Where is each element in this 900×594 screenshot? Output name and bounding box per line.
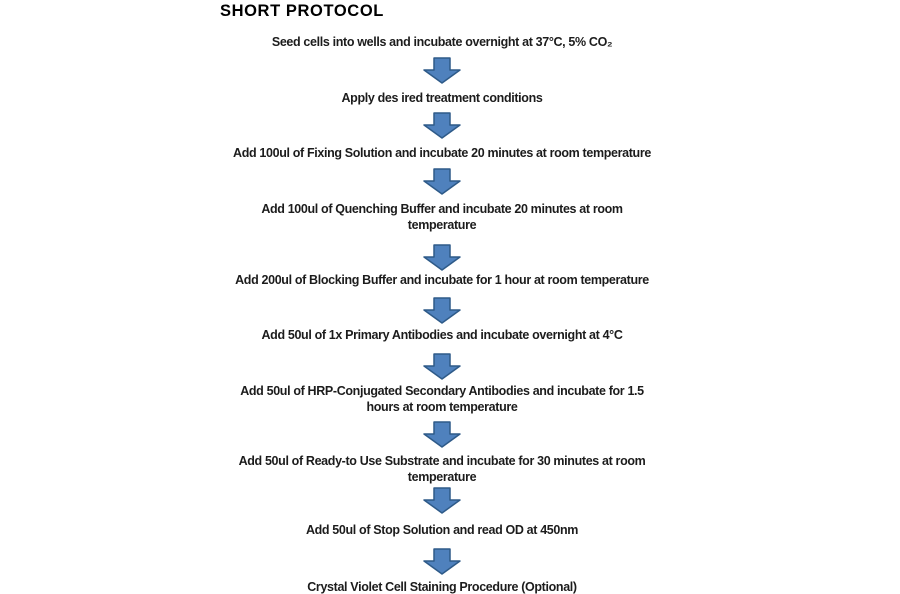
down-arrow-shape <box>424 488 460 513</box>
step-text: temperature <box>407 218 477 232</box>
step-text: Seed cells into wells and incubate overnight at 37°C, 5% CO₂ <box>271 35 613 49</box>
step-crystal-violet <box>0 579 884 594</box>
down-arrow-icon <box>423 487 461 514</box>
step-text: Add 50ul of 1x Primary Antibodies and incubate overnight at 4°C <box>261 328 623 342</box>
step-stop-solution <box>0 522 884 538</box>
down-arrow-shape <box>424 354 460 379</box>
step-text: Add 50ul of HRP-Conjugated Secondary Antibodies and incubate for 1.5 <box>240 384 644 398</box>
step-seed-cells <box>0 34 884 50</box>
step-substrate <box>0 453 884 485</box>
down-arrow-shape <box>424 245 460 270</box>
down-arrow-shape <box>424 422 460 447</box>
step-text: temperature <box>407 470 477 484</box>
down-arrow-icon <box>423 112 461 139</box>
step-secondary-antibodies <box>0 383 884 415</box>
step-quenching-buffer <box>0 201 884 233</box>
down-arrow-icon <box>423 244 461 271</box>
down-arrow-shape <box>424 298 460 323</box>
step-primary-antibodies <box>0 327 884 343</box>
down-arrow-icon <box>423 353 461 380</box>
step-text: Add 50ul of Stop Solution and read OD at 450nm <box>305 523 579 537</box>
step-text: Add 100ul of Fixing Solution and incubate 20 minutes at room temperature <box>233 146 651 160</box>
step-text: Add 200ul of Blocking Buffer and incubate for 1 hour at room temperature <box>235 273 649 287</box>
step-fixing-solution <box>0 145 884 161</box>
down-arrow-icon <box>423 297 461 324</box>
step-text: Apply des ired treatment conditions <box>341 91 543 105</box>
step-text: hours at room temperature <box>366 400 518 414</box>
step-text: Add 50ul of Ready-to Use Substrate and incubate for 30 minutes at room <box>238 454 646 468</box>
down-arrow-icon <box>423 57 461 84</box>
down-arrow-shape <box>424 113 460 138</box>
down-arrow-shape <box>424 58 460 83</box>
down-arrow-icon <box>423 168 461 195</box>
down-arrow-icon <box>423 548 461 575</box>
step-text: Add 100ul of Quenching Buffer and incubate 20 minutes at room <box>261 202 623 216</box>
page-title: SHORT PROTOCOL <box>220 2 384 20</box>
down-arrow-shape <box>424 169 460 194</box>
down-arrow-icon <box>423 421 461 448</box>
step-blocking-buffer <box>0 272 884 288</box>
step-apply-treatment <box>0 90 884 106</box>
step-text: Crystal Violet Cell Staining Procedure (Optional) <box>307 580 577 594</box>
down-arrow-shape <box>424 549 460 574</box>
